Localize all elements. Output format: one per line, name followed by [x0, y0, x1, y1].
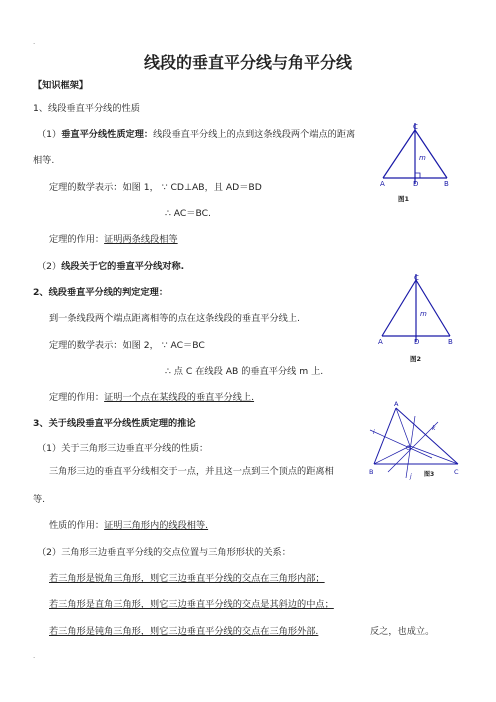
section-label: 【知识框架】 [33, 80, 89, 91]
fig3-label-o: O [406, 445, 411, 452]
s1-use [49, 234, 178, 246]
figure-3 [366, 396, 464, 486]
s1-math-1: 定理的数学表示：如图 1， ∵ CD⊥AB，且 AD＝BD [49, 182, 262, 193]
s1-p2 [37, 261, 184, 273]
s2-math-2: ∴ 点 C 在线段 AB 的垂直平分线 m 上. [165, 366, 324, 377]
s1-p1-prefix: （1） [37, 129, 62, 140]
fig1-label-a: A [380, 180, 385, 188]
s3-p1-body: 三角形三边的垂直平分线相交于一点，并且这一点到三个顶点的距离相 [49, 466, 334, 477]
fig3-caption: 图3 [424, 471, 435, 478]
fig2-segment-ac [382, 280, 416, 336]
fig2-segment-bc [416, 280, 450, 336]
s3-use-underline: 证明三角形内的线段相等. [104, 520, 209, 531]
figure-1 [374, 118, 460, 204]
s3-use-prefix: 性质的作用： [49, 520, 105, 531]
s2-math-1: 定理的数学表示：如图 2， ∵ AC＝BC [49, 340, 205, 351]
s1-use-underline: 证明两条线段相等 [104, 234, 178, 245]
fig3-bisector-i [370, 430, 432, 458]
s3-line-obtuse-row [49, 626, 318, 638]
fig2-label-m: m [420, 310, 427, 318]
s1-use-prefix: 定理的作用： [49, 234, 105, 245]
page-marker: . [33, 652, 36, 660]
fig3-label-a: A [394, 400, 399, 408]
s1-p1 [37, 129, 355, 141]
fig2-label-a: A [378, 338, 383, 346]
s3-p2: （2）三角形三边垂直平分线的交点位置与三角形形状的关系： [37, 547, 291, 558]
s3-line-right: 若三角形是直角三角形，则它三边垂直平分线的交点是其斜边的中点； [49, 599, 334, 610]
section-3-heading: 3、关于线段垂直平分线性质定理的推论 [33, 418, 196, 429]
fig1-caption: 图1 [398, 195, 410, 203]
fig3-side-ab [374, 408, 396, 464]
s3-use [49, 520, 208, 532]
s3-p1: （1）关于三角形三边垂直平分线的性质： [37, 443, 209, 454]
fig3-label-c: C [454, 468, 459, 476]
section-1-heading: 1、线段垂直平分线的性质 [33, 103, 140, 114]
fig3-segment-oc [410, 446, 458, 464]
fig2-label-c: C [414, 274, 419, 282]
section-2-heading: 2、线段垂直平分线的判定定理： [33, 287, 169, 298]
s2-use-prefix: 定理的作用： [49, 392, 105, 403]
s1-p1-cont: 相等. [33, 155, 55, 166]
s2-body: 到一条线段两个端点距离相等的点在这条线段的垂直平分线上. [49, 313, 300, 324]
s2-use-underline: 证明一个点在某线段的垂直平分线上. [104, 392, 255, 403]
fig2-label-d: D [414, 338, 420, 346]
s2-use [49, 392, 254, 404]
fig1-segment-ac [383, 130, 415, 178]
fig3-label-i: i [373, 429, 375, 436]
s1-p2-prefix: （2） [37, 261, 62, 272]
fig1-label-m: m [419, 154, 426, 162]
s1-math-2: ∴ AC＝BC. [165, 208, 211, 219]
s3-tail: 反之，也成立。 [370, 626, 435, 637]
fig3-label-k: k [432, 425, 436, 432]
fig1-label-d: D [413, 180, 419, 188]
s1-p1-bold: 垂直平分线性质定理： [61, 129, 154, 140]
fig1-label-b: B [444, 180, 449, 188]
fig3-label-j: j [410, 473, 412, 480]
fig1-label-c: C [413, 123, 418, 131]
s3-line-acute: 若三角形是锐角三角形，则它三边垂直平分线的交点在三角形内部； [49, 573, 325, 584]
fig3-label-b: B [369, 468, 374, 476]
fig1-right-angle-mark [415, 173, 420, 178]
s3-line-obtuse: 若三角形是钝角三角形，则它三边垂直平分线的交点在三角形外部. [49, 626, 319, 637]
s1-p2-bold: 线段关于它的垂直平分线对称. [61, 261, 185, 272]
page-title: 线段的垂直平分线与角平分线 [143, 53, 352, 72]
figure-2 [374, 270, 460, 364]
fig2-label-b: B [448, 338, 453, 346]
fig2-caption: 图2 [410, 355, 422, 363]
s1-p1-rest: 线段垂直平分线上的点到这条线段两个端点的距离 [153, 129, 356, 140]
s3-p1-cont: 等. [33, 494, 46, 505]
page-marker: . [33, 38, 36, 46]
